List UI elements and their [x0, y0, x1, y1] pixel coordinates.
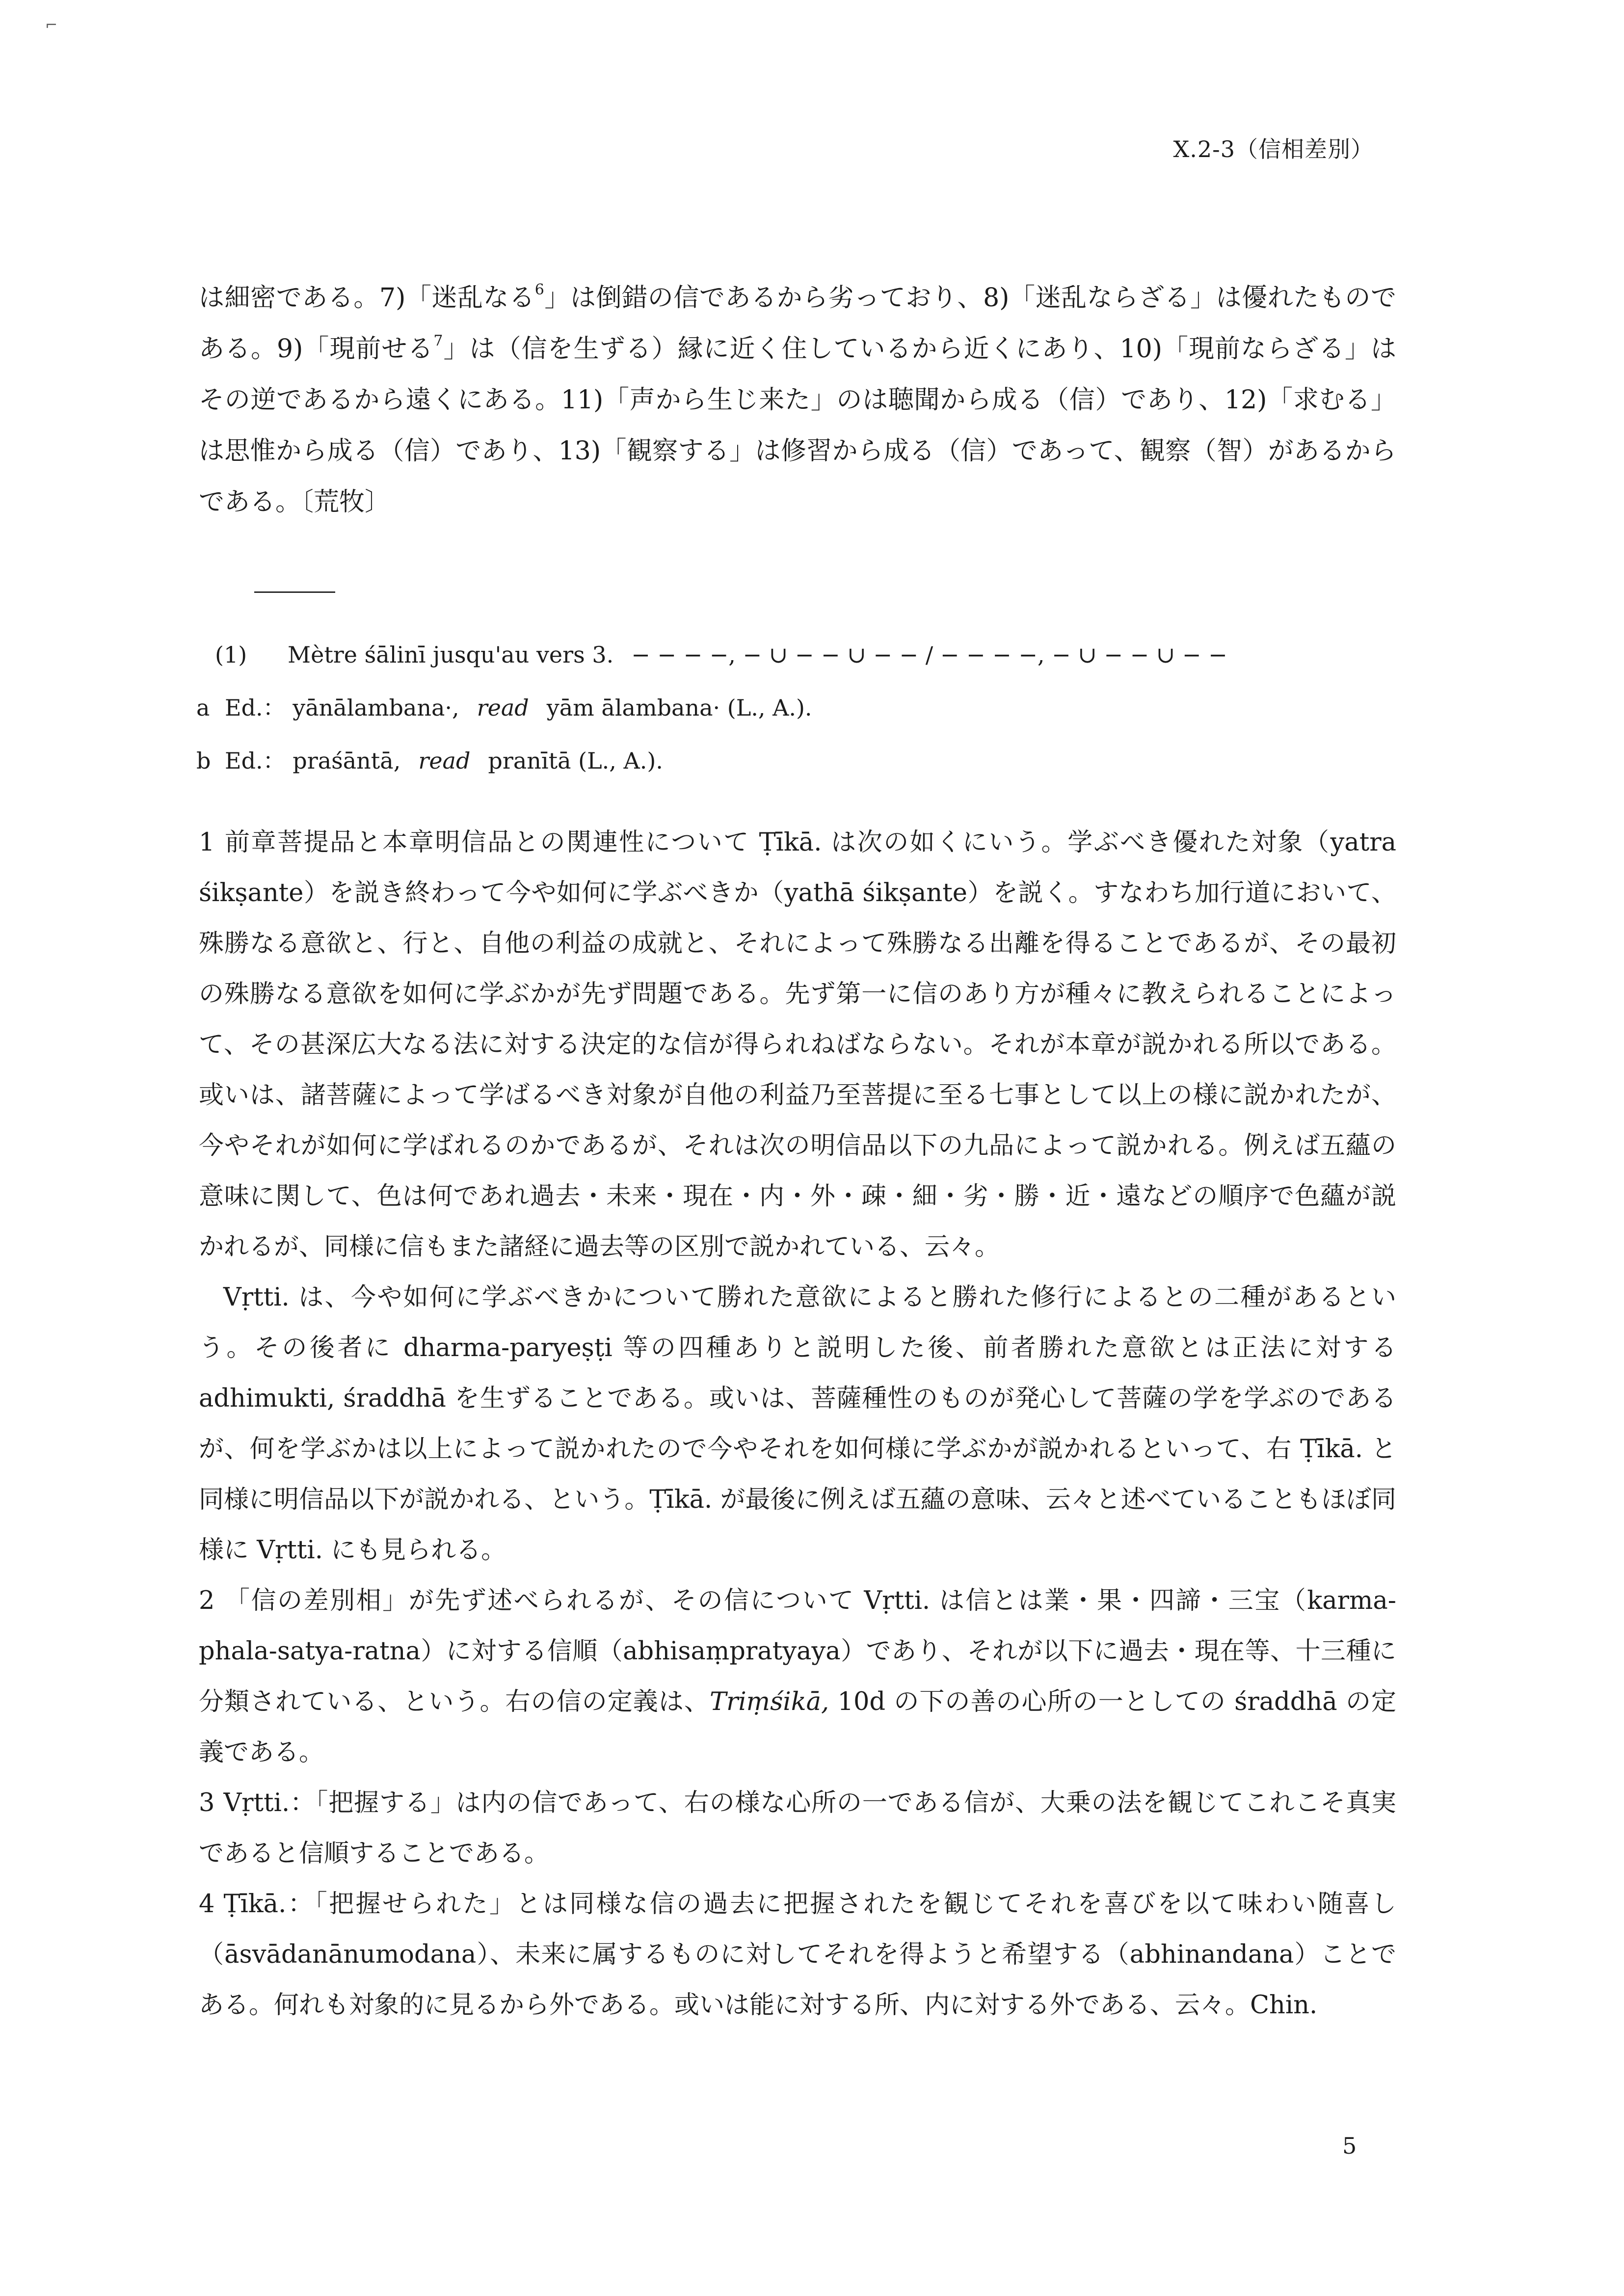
note-text-tail: 10d の下の善の心所の一としての śraddhā の定義である。: [199, 1687, 1396, 1767]
note-ref-6[interactable]: 6: [534, 281, 544, 298]
note-ref-7[interactable]: 7: [433, 332, 443, 349]
corner-scan-mark: ⌐: [45, 17, 58, 34]
footnote-separator: [254, 591, 335, 593]
note-1: [199, 817, 1396, 1272]
note-2: [199, 1575, 1396, 1778]
note-1-continuation: Vṛtti. は、今や如何に学ぶべきかについて勝れた意欲によると勝れた修行によるとの二種があるという。その後者に dharma-paryeṣṭi 等の四種ありと説明した後、前者勝れた意欲とは正法に対する adhimukti, śraddhā を生ずることである。或いは、菩薩種性のものが発心して菩薩の学を学ぶのであるが、何を学ぶかは以上によって説かれたので今やそれを如何様に学ぶかが説かれるといって、右 Ṭīkā. と同様に明信品以下が説かれる、という。Ṭīkā. が最後に例えば五蘊の意味、云々と述べていることもほぼ同様に Vṛtti. にも見られる。: [199, 1283, 1396, 1565]
edition-note-label: b: [196, 748, 211, 774]
note-number: 2: [199, 1586, 215, 1615]
note-text: Ṭīkā.：「把握せられた」とは同様な信の過去に把握されたを観じてそれを喜びを以て味わい随喜し（āsvādanānumodana）、未来に属するものに対してそれを得ようと希望する（abhinandana）ことである。何れも対象的に見るから外である。或いは能に対する所、内に対する外である、云々。Chin.: [199, 1890, 1396, 2020]
edition-note-text: Ed.： yānālambana·,: [225, 694, 459, 721]
edition-note-text: Ed.： praśāntā,: [225, 748, 401, 774]
note-text: Vṛtti.：「把握する」は内の信であって、右の様な心所の一である信が、大乗の法を観じてこれこそ真実であると信順することである。: [199, 1789, 1396, 1868]
page-number: 5: [1342, 2133, 1357, 2159]
endnotes: [199, 817, 1396, 2030]
metre-scheme: − − − −, − ∪ − − ∪ − − / − − − −, − ∪ − − ∪ − −: [631, 641, 1227, 668]
edition-note-reading: yām ālambana· (L., A.).: [546, 694, 812, 721]
metre-note-1: [196, 628, 1227, 681]
note-number: 4: [199, 1890, 215, 1919]
note-4: [199, 1879, 1396, 2030]
main-text-part-a: は細密である。7)「迷乱なる: [199, 283, 535, 313]
note-italic-title: Triṃśikā,: [709, 1687, 829, 1716]
edition-note-b: [196, 734, 1227, 787]
edition-note-read: read: [418, 748, 471, 774]
edition-note-label: a: [196, 694, 210, 721]
note-number: 3: [199, 1789, 215, 1817]
main-text: [199, 272, 1396, 528]
main-text-part-b: 」は倒錯の信であるから劣っており、8)「迷乱ならざる」は優れたものである。9)「現前せる: [199, 283, 1396, 364]
metre-note-text: Mètre śālinī jusqu'au vers 3.: [288, 641, 614, 668]
edition-note-reading: pranītā (L., A.).: [488, 748, 663, 774]
main-paragraph: [199, 272, 1396, 528]
note-number: 1: [199, 828, 215, 857]
metre-notes: [196, 628, 1227, 787]
edition-note-a: [196, 681, 1227, 734]
note-text: 前章菩提品と本章明信品との関連性について Ṭīkā. は次の如くにいう。学ぶべき優れた対象（yatra śikṣante）を説き終わって今や如何に学ぶべきか（yathā śikṣante）を説く。すなわち加行道において、殊勝なる意欲と、行と、自他の利益の成就と、それによって殊勝なる出離を得ることであるが、その最初の殊勝なる意欲を如何に学ぶかが先ず問題である。先ず第一に信のあり方が種々に教えられることによって、その甚深広大なる法に対する決定的な信が得られねばならない。それが本章が説かれる所以である。或いは、諸菩薩によって学ばるべき対象が自他の利益乃至菩提に至る七事として以上の様に説かれたが、今やそれが如何に学ばれるのかであるが、それは次の明信品以下の九品によって説かれる。例えば五蘊の意味に関して、色は何であれ過去・未来・現在・内・外・疎・細・劣・勝・近・遠などの順序で色蘊が説かれるが、同様に信もまた諸経に過去等の区別で説かれている、云々。: [199, 828, 1396, 1261]
note-3: [199, 1778, 1396, 1879]
note-text: 「信の差別相」が先ず述べられるが、その信について Vṛtti. は信とは業・果・四諦・三宝（karma-phala-satya-ratna）に対する信順（abhisaṃpratyaya）であり、それが以下に過去・現在等、十三種に分類されている、という。右の信の定義は、: [199, 1586, 1396, 1716]
running-head: X.2-3（信相差別）: [1173, 136, 1374, 162]
main-text-part-c: 」は（信を生ずる）縁に近く住しているから近くにあり、10)「現前ならざる」はその逆であるから遠くにある。11)「声から生じ来た」のは聴聞から成る（信）であり、12)「求むる」は思惟から成る（信）であり、13)「観察する」は修習から成る（信）であって、観察（智）があるからである。〔荒牧〕: [199, 334, 1396, 517]
edition-note-read: read: [477, 694, 529, 721]
metre-note-label: (1): [215, 641, 247, 668]
